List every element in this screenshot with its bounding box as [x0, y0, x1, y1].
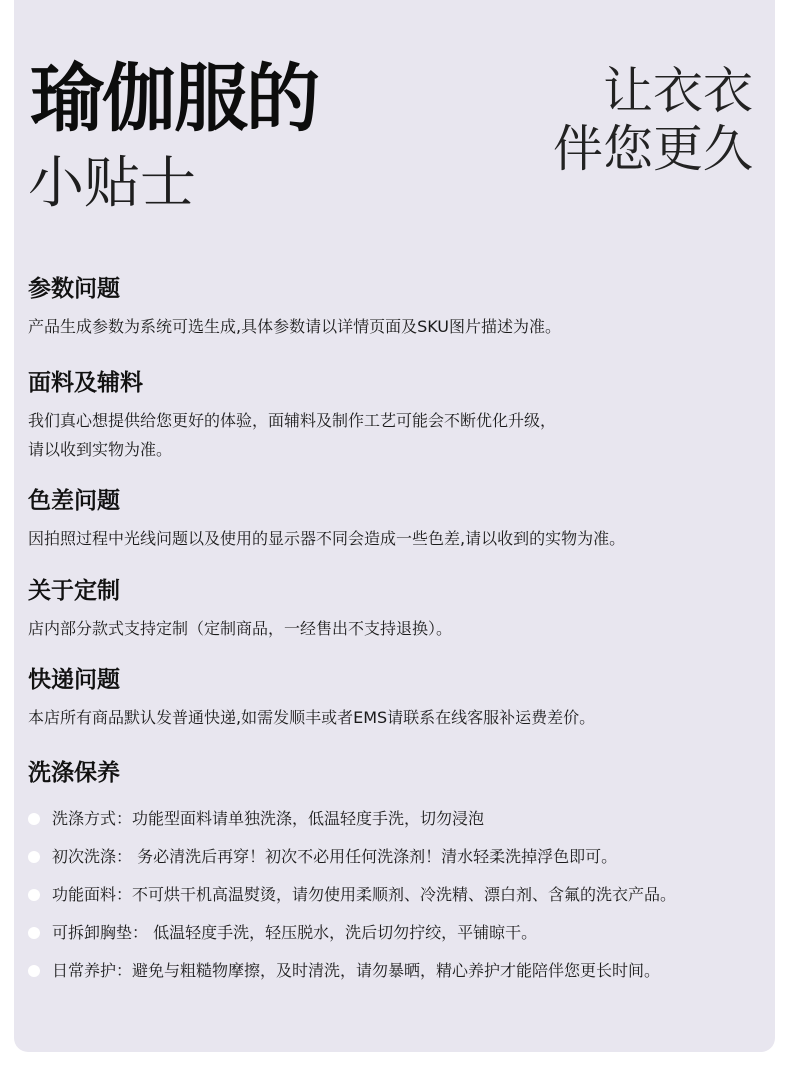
section-shipping	[28, 665, 758, 732]
section-text-line: 请以收到实物为准。	[28, 440, 173, 459]
section-color-difference	[28, 486, 758, 553]
section-customization	[28, 576, 758, 643]
slogan-line-2: 伴您更久	[553, 120, 753, 178]
care-item	[28, 952, 758, 990]
care-item	[28, 914, 758, 952]
section-text: 产品生成参数为系统可选生成,具体参数请以详情页面及SKU图片描述为准。	[28, 317, 562, 336]
bullet-dot-icon	[28, 927, 40, 939]
bullet-dot-icon	[28, 813, 40, 825]
section-text: 店内部分款式支持定制（定制商品，一经售出不支持退换）。	[28, 619, 453, 638]
section-text-line: 我们真心想提供给您更好的体验，面辅料及制作工艺可能会不断优化升级，	[28, 411, 557, 430]
care-item-text: 初次洗涤： 务必清洗后再穿！初次不必用任何洗涤剂！清水轻柔洗掉浮色即可。	[52, 847, 618, 866]
section-care	[28, 758, 758, 990]
care-item	[28, 876, 758, 914]
section-text: 因拍照过程中光线问题以及使用的显示器不同会造成一些色差,请以收到的实物为准。	[28, 529, 626, 548]
section-fabric	[28, 368, 758, 464]
bullet-dot-icon	[28, 851, 40, 863]
care-item	[28, 800, 758, 838]
section-heading: 快递问题	[28, 667, 120, 693]
section-heading: 面料及辅料	[28, 370, 143, 396]
section-heading: 参数问题	[28, 276, 120, 302]
slogan	[553, 62, 753, 178]
care-item	[28, 838, 758, 876]
page-title: 瑜伽服的	[30, 56, 318, 142]
section-heading: 关于定制	[28, 578, 120, 604]
bullet-dot-icon	[28, 965, 40, 977]
section-text: 本店所有商品默认发普通快递,如需发顺丰或者EMS请联系在线客服补运费差价。	[28, 708, 596, 727]
section-heading: 洗涤保养	[28, 760, 120, 786]
care-item-text: 可拆卸胸垫： 低温轻度手洗，轻压脱水，洗后切勿拧绞，平铺晾干。	[52, 923, 538, 942]
section-parameters	[28, 274, 758, 341]
care-list	[28, 800, 758, 990]
bullet-dot-icon	[28, 889, 40, 901]
care-item-text: 功能面料：不可烘干机高温熨烫，请勿使用柔顺剂、冷洗精、漂白剂、含氟的洗衣产品。	[52, 885, 677, 904]
care-item-text: 洗涤方式：功能型面料请单独洗涤，低温轻度手洗，切勿浸泡	[52, 809, 485, 828]
tips-card	[14, 0, 775, 1052]
slogan-line-1: 让衣衣	[603, 62, 753, 120]
page-subtitle: 小贴士	[28, 151, 196, 216]
care-item-text: 日常养护：避免与粗糙物摩擦，及时清洗，请勿暴晒，精心养护才能陪伴您更长时间。	[52, 961, 661, 980]
section-heading: 色差问题	[28, 488, 120, 514]
section-text	[28, 406, 758, 464]
